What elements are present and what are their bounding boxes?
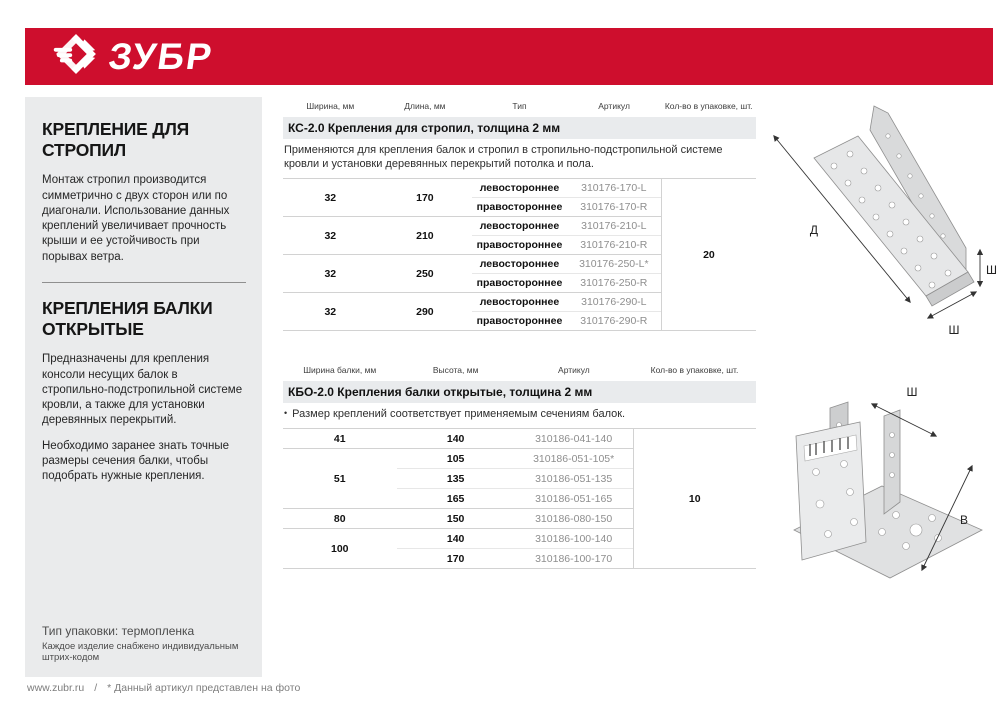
sku-cell: 310176-290-R — [567, 312, 662, 331]
sidebar — [25, 97, 262, 677]
type-cell: левостороннее — [472, 217, 567, 236]
dim-height-label: В — [960, 513, 969, 527]
sidebar-text-beams-1: Предназначены для крепления консоли несущих балок в стропильно-подстропильной системе кровли, а также для установки деревянных перекрытий. — [42, 353, 243, 427]
beam-width-cell: 51 — [283, 449, 397, 509]
sku-cell: 310176-210-R — [567, 236, 662, 255]
column-header: Артикул — [558, 365, 590, 375]
type-cell: правостороннее — [472, 274, 567, 293]
type-cell: правостороннее — [472, 236, 567, 255]
brand-banner — [25, 28, 993, 85]
column-header: Высота, мм — [432, 365, 479, 375]
sku-cell: 310176-250-L* — [567, 255, 662, 274]
length-cell: 250 — [378, 255, 473, 293]
rafter-fastener-drawing — [762, 96, 998, 353]
sku-cell: 310176-170-R — [567, 198, 662, 217]
column-header: Ширина балки, мм — [303, 365, 377, 375]
sidebar-title-beams: КРЕПЛЕНИЯ БАЛКИ ОТКРЫТЫЕ — [42, 297, 213, 339]
footer-separator: / — [94, 682, 98, 694]
sku-cell: 310186-051-105* — [515, 449, 633, 469]
width-cell: 32 — [283, 255, 378, 293]
column-header-row — [283, 98, 756, 117]
packaging-barcode-note: Каждое изделие снабжено индивидуальным штрих-кодом — [42, 641, 239, 663]
height-cell: 170 — [397, 549, 515, 569]
section-description: Применяются для крепления балок и стропил в стропильно-подстропильной системе кровли и установки деревянных перекрытий потолка и пола. — [284, 144, 723, 171]
pack-qty-cell: 20 — [661, 179, 756, 331]
zubr-logo-icon — [53, 31, 99, 82]
sku-cell: 310186-041-140 — [515, 429, 633, 449]
section-title-bar — [283, 381, 756, 403]
rafter-fasteners-table — [283, 98, 756, 331]
width-cell: 32 — [283, 217, 378, 255]
length-cell: 170 — [378, 179, 473, 217]
type-cell: правостороннее — [472, 198, 567, 217]
height-cell: 105 — [397, 449, 515, 469]
section-note: • Размер креплений соответствует применяемым сечениям балок. — [283, 403, 756, 429]
dim-width-bottom-label: Ш — [948, 323, 960, 337]
section-title-bar — [283, 117, 756, 139]
length-cell: 290 — [378, 293, 473, 331]
width-cell: 32 — [283, 293, 378, 331]
open-beam-fastener-drawing — [766, 380, 996, 607]
column-header: Длина, мм — [404, 101, 446, 111]
dim-length-label: Д — [809, 223, 819, 237]
type-cell: левостороннее — [472, 293, 567, 312]
table-row — [283, 429, 756, 449]
section-title: КБО-2.0 Крепления балки открытые, толщина 2 мм — [283, 381, 756, 403]
type-cell: правостороннее — [472, 312, 567, 331]
sku-cell: 310186-051-135 — [515, 469, 633, 489]
height-cell: 165 — [397, 489, 515, 509]
sku-cell: 310186-100-140 — [515, 529, 633, 549]
site-url: www.zubr.ru — [27, 682, 85, 694]
pack-qty-cell: 10 — [633, 429, 756, 569]
sidebar-text-rafters: Монтаж стропил производится симметрично с двух сторон или по диагонали. Использование данных креплений увеличивает прочность крыши и ее устойчивость при порывах ветра. — [42, 174, 230, 263]
column-header-row — [283, 362, 756, 381]
table-row — [283, 179, 756, 198]
brand-name: ЗУБР — [106, 36, 216, 77]
sku-cell: 310176-170-L — [567, 179, 662, 198]
sku-cell: 310186-080-150 — [515, 509, 633, 529]
sidebar-text-beams-2: Необходимо заранее знать точные размеры сечения балки, чтобы подобрать нужные крепления. — [42, 439, 229, 483]
type-cell: левостороннее — [472, 255, 567, 274]
column-header: Ширина, мм — [306, 101, 355, 111]
footer-note: * Данный артикул представлен на фото — [107, 682, 301, 694]
column-header: Артикул — [598, 101, 630, 111]
packaging-info — [42, 624, 248, 663]
width-cell: 32 — [283, 179, 378, 217]
column-header: Кол-во в упаковке, шт. — [664, 101, 753, 111]
length-cell: 210 — [378, 217, 473, 255]
sku-cell: 310186-100-170 — [515, 549, 633, 569]
dim-width-side-label: Ш — [986, 263, 997, 277]
section-note-row — [283, 403, 756, 429]
page-footer — [27, 682, 300, 694]
zubr-logo — [53, 31, 216, 82]
packaging-type: Тип упаковки: термопленка — [42, 624, 195, 638]
dim-width-label: Ш — [906, 385, 918, 399]
beam-width-cell: 100 — [283, 529, 397, 569]
sku-cell: 310176-290-L — [567, 293, 662, 312]
height-cell: 140 — [397, 429, 515, 449]
column-header: Тип — [512, 101, 527, 111]
height-cell: 140 — [397, 529, 515, 549]
sidebar-title-rafters: КРЕПЛЕНИЕ ДЛЯ СТРОПИЛ — [42, 119, 190, 160]
sku-cell: 310176-250-R — [567, 274, 662, 293]
type-cell: левостороннее — [472, 179, 567, 198]
section-title: КС-2.0 Крепления для стропил, толщина 2 мм — [283, 117, 756, 139]
sku-cell: 310186-051-165 — [515, 489, 633, 509]
column-header: Кол-во в упаковке, шт. — [650, 365, 739, 375]
beam-width-cell: 80 — [283, 509, 397, 529]
section-description-row — [283, 139, 756, 179]
height-cell: 150 — [397, 509, 515, 529]
sidebar-divider — [42, 282, 246, 283]
beam-width-cell: 41 — [283, 429, 397, 449]
sku-cell: 310176-210-L — [567, 217, 662, 236]
height-cell: 135 — [397, 469, 515, 489]
open-beam-fasteners-table — [283, 362, 756, 569]
